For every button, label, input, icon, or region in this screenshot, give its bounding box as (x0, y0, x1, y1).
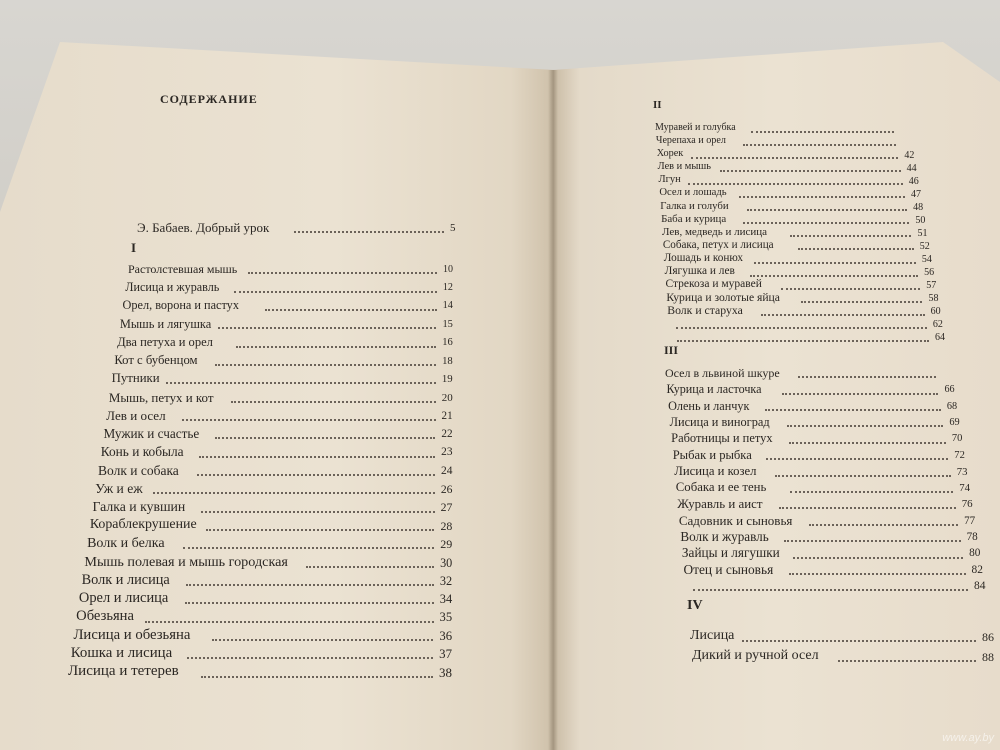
toc-entry-page: 64 (935, 332, 945, 343)
leader-dots (265, 309, 437, 311)
toc-entry-title: Лошадь и конюх (663, 252, 744, 264)
leader-dots (789, 442, 946, 444)
toc-entry-title: Конь и кобыла (100, 444, 184, 460)
toc-entry-title: Обезьяна (76, 608, 134, 625)
toc-entry-title: Уж и еж (95, 480, 143, 496)
toc-entry-page: 28 (440, 519, 453, 534)
toc-entry-page: 73 (956, 465, 968, 478)
leader-dots (775, 475, 951, 477)
section-label: IV (687, 598, 703, 613)
toc-entry-title: Мужик и счастье (103, 426, 200, 442)
toc-entry-page: 51 (917, 228, 928, 239)
leader-dots (248, 272, 437, 274)
toc-entry-page: 78 (966, 531, 978, 544)
toc-entry-title: Лгун (658, 174, 681, 185)
toc-entry-page: 47 (910, 189, 921, 200)
toc-heading: СОДЕРЖАНИЕ (160, 92, 258, 106)
toc-entry-title: Отец и сыновья (683, 561, 774, 577)
toc-entry-page: 77 (964, 514, 976, 527)
toc-entry-page: 20 (441, 391, 453, 404)
leader-dots (185, 602, 434, 604)
leader-dots (693, 589, 968, 591)
leader-dots (742, 640, 976, 642)
leader-dots (153, 492, 435, 494)
toc-entry-title: Кораблекрушение (89, 517, 197, 533)
toc-entry-page: 32 (439, 573, 453, 588)
toc-entry-title: Лисица и козел (674, 463, 757, 478)
toc-entry-page: 76 (961, 498, 973, 511)
leader-dots (761, 314, 925, 316)
leader-dots (782, 393, 939, 395)
toc-entry-page: 57 (926, 280, 937, 291)
leader-dots (676, 327, 927, 329)
leader-dots (747, 209, 908, 211)
toc-entry-page: 22 (441, 428, 453, 441)
toc-entry-page: 46 (908, 176, 919, 187)
toc-entry-title: Волк и белка (87, 535, 165, 552)
leader-dots (306, 566, 434, 568)
toc-entry-page: 68 (946, 400, 958, 412)
leader-dots (166, 382, 436, 384)
toc-entry-page: 21 (441, 409, 453, 422)
toc-entry-title: Зайцы и лягушки (681, 545, 780, 561)
leader-dots (789, 573, 966, 575)
leader-dots (790, 491, 953, 493)
leader-dots (798, 248, 914, 250)
toc-entry-page: 60 (930, 306, 941, 317)
toc-entry-title: Лев, медведь и лисица (662, 226, 768, 238)
toc-entry-title: Галка и голуби (660, 200, 729, 212)
leader-dots (234, 291, 437, 293)
leader-dots (201, 676, 433, 678)
toc-entry-page: 84 (974, 580, 986, 592)
toc-entry-title: Муравей и голубка (655, 122, 736, 133)
leader-dots (809, 524, 958, 526)
toc-entry-title: Стрекоза и муравей (665, 278, 762, 290)
toc-entry-page: 72 (954, 449, 965, 461)
leader-dots (765, 409, 941, 411)
toc-entry-title: Лев и мышь (657, 161, 712, 172)
toc-entry-title: Э. Бабаев. Добрый урок (137, 220, 270, 235)
leader-dots (183, 547, 435, 549)
leader-dots (691, 157, 898, 159)
leader-dots (218, 327, 436, 329)
toc-entry-title: Курица и ласточка (666, 382, 762, 397)
book-gutter (548, 70, 558, 750)
toc-entry-title: Собака и ее тень (675, 480, 767, 495)
toc-entry-page: 27 (440, 500, 453, 514)
toc-entry-page: 66 (944, 384, 955, 396)
toc-entry-title: Черепаха и орел (655, 135, 726, 146)
section-label: I (131, 240, 137, 255)
leader-dots (790, 235, 911, 237)
section-label: III (664, 343, 679, 357)
toc-entry-page: 23 (441, 446, 453, 459)
toc-entry-page: 36 (439, 628, 453, 643)
leader-dots (750, 275, 919, 277)
toc-entry-page: 54 (921, 254, 932, 265)
leader-dots (793, 557, 963, 559)
toc-entry-page: 88 (982, 650, 994, 664)
toc-entry-page: 82 (971, 563, 983, 576)
leader-dots (743, 222, 910, 224)
toc-entry-page: 69 (949, 416, 960, 428)
toc-entry-title: Лягушка и лев (664, 265, 735, 277)
toc-entry-title: Журавль и аист (677, 496, 763, 512)
toc-entry-title: Лисица и обезьяна (73, 626, 191, 643)
toc-entry-page: 70 (951, 433, 963, 445)
toc-entry-page: 19 (441, 373, 453, 386)
toc-entry-page: 74 (959, 482, 971, 495)
toc-entry-page: 44 (906, 163, 917, 174)
toc-entry-title: Лисица и тетерев (68, 663, 179, 679)
toc-entry-page: 26 (440, 482, 453, 496)
toc-entry-title: Галка и кувшин (92, 498, 186, 514)
leader-dots (187, 657, 433, 659)
toc-entry-page: 38 (439, 665, 452, 680)
toc-entry-page: 58 (928, 293, 939, 304)
toc-entry-title: Два петуха и орел (117, 334, 213, 349)
leader-dots (751, 131, 894, 133)
toc-entry-title: Собака, петух и лисица (662, 239, 774, 251)
toc-entry-page: 86 (982, 630, 994, 644)
leader-dots (784, 540, 960, 542)
toc-entry-page: 29 (440, 537, 453, 552)
watermark: www.ay.by (942, 732, 994, 744)
toc-entry-page: 10 (443, 264, 453, 275)
leader-dots (215, 437, 436, 439)
leader-dots (754, 262, 916, 264)
toc-entry-title: Садовник и сыновья (678, 512, 793, 528)
leader-dots (766, 458, 949, 460)
leader-dots (197, 474, 435, 476)
leader-dots (798, 376, 936, 378)
toc-entry-page: 52 (919, 241, 930, 252)
leader-dots (294, 231, 444, 233)
toc-entry-title: Курица и золотые яйца (666, 291, 780, 304)
toc-entry-page: 18 (442, 355, 453, 368)
toc-entry-page: 24 (441, 464, 453, 477)
toc-entry-title: Осел в львиной шкуре (665, 366, 780, 380)
toc-entry-title: Орел и лисица (78, 590, 169, 607)
toc-entry-title: Кот с бубенцом (114, 353, 198, 368)
toc-entry-page: 50 (915, 215, 926, 226)
leader-dots (787, 425, 944, 427)
toc-entry-title: Олень и ланчук (668, 398, 750, 413)
leader-dots (801, 301, 922, 303)
toc-entry-title: Мышь, петух и кот (108, 389, 214, 405)
toc-entry-page: 16 (442, 336, 453, 348)
toc-entry-title: Кошка и лисица (70, 644, 173, 661)
toc-entry-title: Работницы и петух (671, 431, 773, 446)
toc-entry-page: 35 (439, 610, 453, 625)
leader-dots (231, 401, 435, 403)
toc-entry-title: Мышь полевая и мышь городская (84, 553, 288, 570)
leader-dots (743, 144, 896, 146)
leader-dots (739, 196, 905, 198)
toc-entry-page: 37 (439, 646, 453, 661)
leader-dots (781, 288, 920, 290)
toc-entry-title: Лисица и журавль (125, 280, 220, 295)
leader-dots (206, 529, 434, 531)
toc-entry-title: Растолстевшая мышь (128, 262, 238, 276)
leader-dots (199, 456, 435, 458)
toc-entry-page: 15 (442, 318, 453, 330)
leader-dots (838, 660, 976, 662)
toc-entry-title: Баба и курица (661, 213, 727, 225)
leader-dots (688, 183, 902, 185)
toc-entry-title: Рыбак и рыбка (672, 447, 752, 462)
toc-entry-title: Волк и лисица (81, 571, 170, 588)
toc-entry-title: Хорек (656, 148, 684, 159)
toc-entry-title: Лисица (690, 628, 735, 643)
toc-entry-page: 34 (439, 592, 453, 607)
toc-entry-page: 56 (924, 267, 935, 278)
leader-dots (215, 364, 436, 366)
toc-entry-page: 62 (932, 319, 943, 330)
leader-dots (186, 584, 433, 586)
toc-entry-page: 30 (440, 555, 453, 570)
toc-entry-title: Путники (111, 371, 160, 386)
toc-entry-title: Орел, ворона и пастух (122, 298, 239, 313)
toc-entry-page: 80 (969, 547, 981, 560)
toc-entry-title: Мышь и лягушка (119, 316, 212, 331)
toc-entry-page: 12 (442, 282, 453, 294)
toc-entry-title: Волк и старуха (667, 304, 743, 317)
toc-entry-title: Волк и журавль (680, 529, 769, 545)
toc-entry-page: 48 (913, 202, 924, 213)
right-page (553, 42, 1000, 750)
leader-dots (212, 639, 434, 641)
toc-entry-page: 14 (442, 300, 453, 312)
toc-entry-title: Дикий и ручной осел (692, 648, 819, 663)
toc-entry-title: Осел и лошадь (659, 187, 727, 198)
toc-entry-page: 5 (450, 222, 456, 234)
section-label: II (653, 99, 662, 111)
leader-dots (677, 340, 929, 342)
leader-dots (182, 419, 435, 421)
leader-dots (201, 511, 435, 513)
toc-entry-title: Волк и собака (98, 462, 179, 478)
toc-entry-page: 42 (904, 150, 915, 161)
leader-dots (236, 346, 436, 348)
leader-dots (779, 507, 955, 509)
toc-entry-title: Лисица и виноград (669, 414, 770, 429)
leader-dots (720, 170, 901, 172)
leader-dots (145, 621, 434, 623)
toc-entry-title: Лев и осел (106, 407, 166, 423)
